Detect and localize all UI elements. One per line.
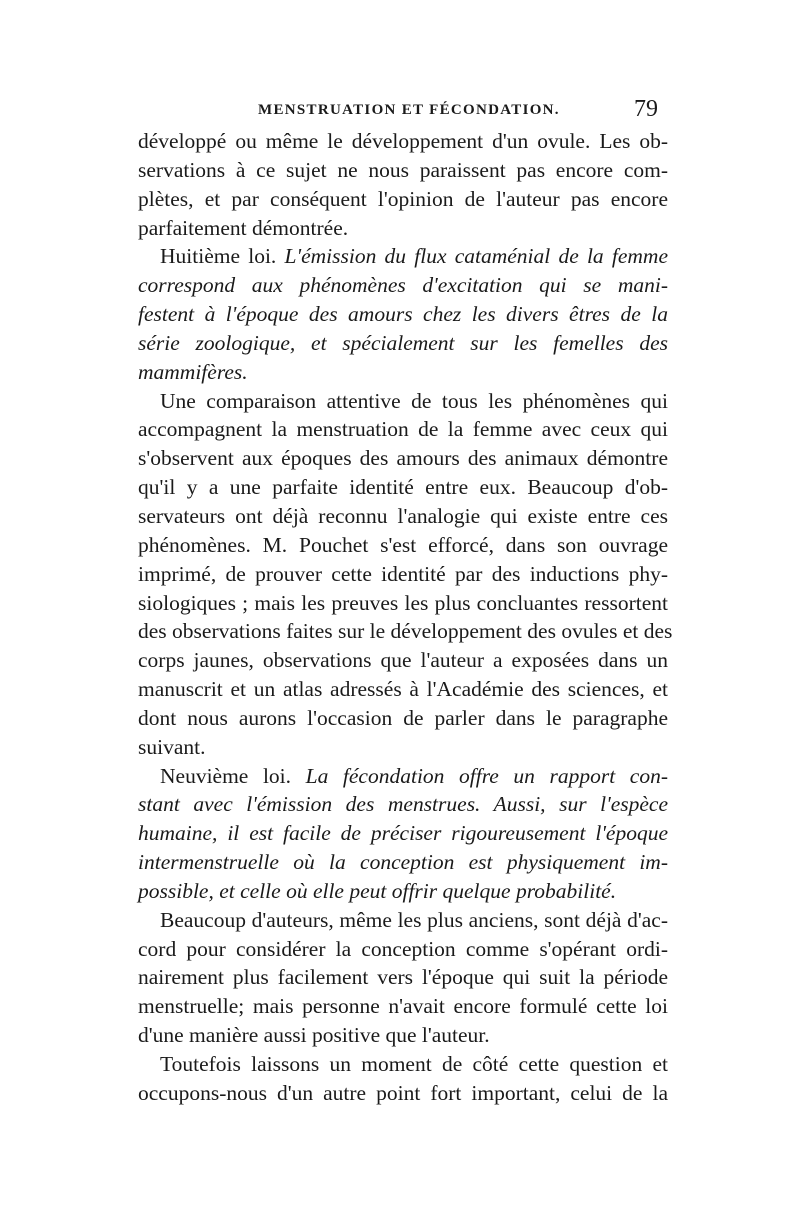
line-italic-text: série zoologique, et spécialement sur les femelles des — [138, 330, 668, 355]
text-line — [138, 531, 668, 560]
line-text: suivant. — [138, 734, 206, 759]
text-line — [138, 906, 668, 935]
text-line — [138, 675, 668, 704]
text-line — [138, 271, 668, 300]
line-italic-text: La fécondation offre un rapport con- — [305, 763, 668, 788]
text-line — [138, 704, 668, 733]
line-text: Une comparaison attentive de tous les phénomènes qui — [160, 388, 668, 413]
text-line — [138, 444, 668, 473]
line-text: imprimé, de prouver cette identité par des inductions phy- — [138, 561, 668, 586]
text-line — [138, 848, 668, 877]
text-line — [138, 935, 668, 964]
text-line — [138, 300, 668, 329]
paragraph — [138, 762, 668, 906]
text-line — [138, 358, 668, 387]
text-line — [138, 762, 668, 791]
text-line — [138, 646, 668, 675]
text-line — [138, 1050, 668, 1079]
text-line — [138, 963, 668, 992]
line-text: qu'il y a une parfaite identité entre eux. Beaucoup d'ob- — [138, 475, 668, 500]
running-head: MENSTRUATION ET FÉCONDATION. — [258, 102, 560, 118]
text-line — [138, 214, 668, 243]
line-text: occupons-nous d'un autre point fort important, celui de la — [138, 1080, 668, 1105]
text-line — [138, 502, 668, 531]
text-line — [138, 589, 668, 618]
text-line — [138, 877, 668, 906]
text-line — [138, 185, 668, 214]
text-line — [138, 473, 668, 502]
text-line — [138, 127, 668, 156]
paragraph — [138, 242, 668, 386]
text-line — [138, 560, 668, 589]
line-text: accompagnent la menstruation de la femme avec ceux qui — [138, 417, 668, 442]
text-line — [138, 617, 673, 646]
line-text: corps jaunes, observations que l'auteur a exposées dans un — [138, 648, 668, 673]
line-text: dont nous aurons l'occasion de parler dans le paragraphe — [138, 705, 668, 730]
line-italic-text: intermenstruelle où la conception est physiquement im- — [138, 850, 668, 875]
line-text: nairement plus facilement vers l'époque qui suit la période — [138, 965, 668, 990]
line-text: servations à ce sujet ne nous paraissent pas encore com- — [138, 157, 668, 182]
line-italic-text: mammifères. — [138, 359, 248, 384]
text-line — [138, 733, 668, 762]
text-line — [138, 415, 668, 444]
paragraph — [138, 1050, 668, 1108]
line-text: cord pour considérer la conception comme s'opérant ordi- — [138, 936, 668, 961]
text-line — [138, 329, 668, 358]
text-line — [138, 387, 668, 416]
line-text: Beaucoup d'auteurs, même les plus anciens, sont déjà d'ac- — [160, 907, 668, 932]
text-line — [138, 819, 668, 848]
line-italic-text: possible, et celle où elle peut offrir quelque probabilité. — [138, 878, 617, 903]
text-line — [138, 790, 668, 819]
line-text: Neuvième loi. — [160, 763, 306, 788]
line-text: manuscrit et un atlas adressés à l'Académie des sciences, et — [138, 677, 668, 702]
line-text: développé ou même le développement d'un ovule. Les ob- — [138, 129, 668, 153]
page-header — [138, 98, 658, 126]
line-italic-text: festent à l'époque des amours chez les divers êtres de la — [138, 302, 668, 327]
line-italic-text: L'émission du flux cataménial de la femme — [284, 244, 668, 269]
line-text: phénomènes. M. Pouchet s'est efforcé, dans son ouvrage — [138, 532, 668, 557]
line-text: Huitième loi. — [160, 244, 285, 269]
line-text: servateurs ont déjà reconnu l'analogie qui existe entre ces — [138, 503, 668, 528]
line-text: Toutefois laissons un moment de côté cette question et — [160, 1052, 668, 1076]
paragraph — [138, 387, 673, 762]
text-line — [138, 1079, 668, 1108]
line-text: menstruelle; mais personne n'avait encore formulé cette loi — [138, 994, 668, 1019]
paragraph — [138, 127, 668, 242]
line-text: s'observent aux époques des amours des animaux démontre — [138, 446, 668, 471]
text-line — [138, 242, 668, 271]
body-text — [138, 127, 673, 1108]
paragraph — [138, 906, 668, 1050]
page-number: 79 — [634, 96, 658, 122]
text-line — [138, 992, 668, 1021]
text-line — [138, 156, 668, 185]
line-italic-text: humaine, il est facile de préciser rigoureusement l'époque — [138, 821, 668, 846]
line-text: parfaitement démontrée. — [138, 215, 349, 240]
line-text: d'une manière aussi positive que l'auteur. — [138, 1023, 490, 1048]
text-line — [138, 1021, 668, 1050]
line-text: des observations faites sur le développement des ovules et des — [138, 619, 673, 644]
line-italic-text: stant avec l'émission des menstrues. Aussi, sur l'espèce — [138, 792, 668, 817]
line-text: plètes, et par conséquent l'opinion de l'auteur pas encore — [138, 186, 668, 211]
line-italic-text: correspond aux phénomènes d'excitation qui se mani- — [138, 273, 668, 298]
line-text: siologiques ; mais les preuves les plus concluantes ressortent — [138, 590, 668, 615]
